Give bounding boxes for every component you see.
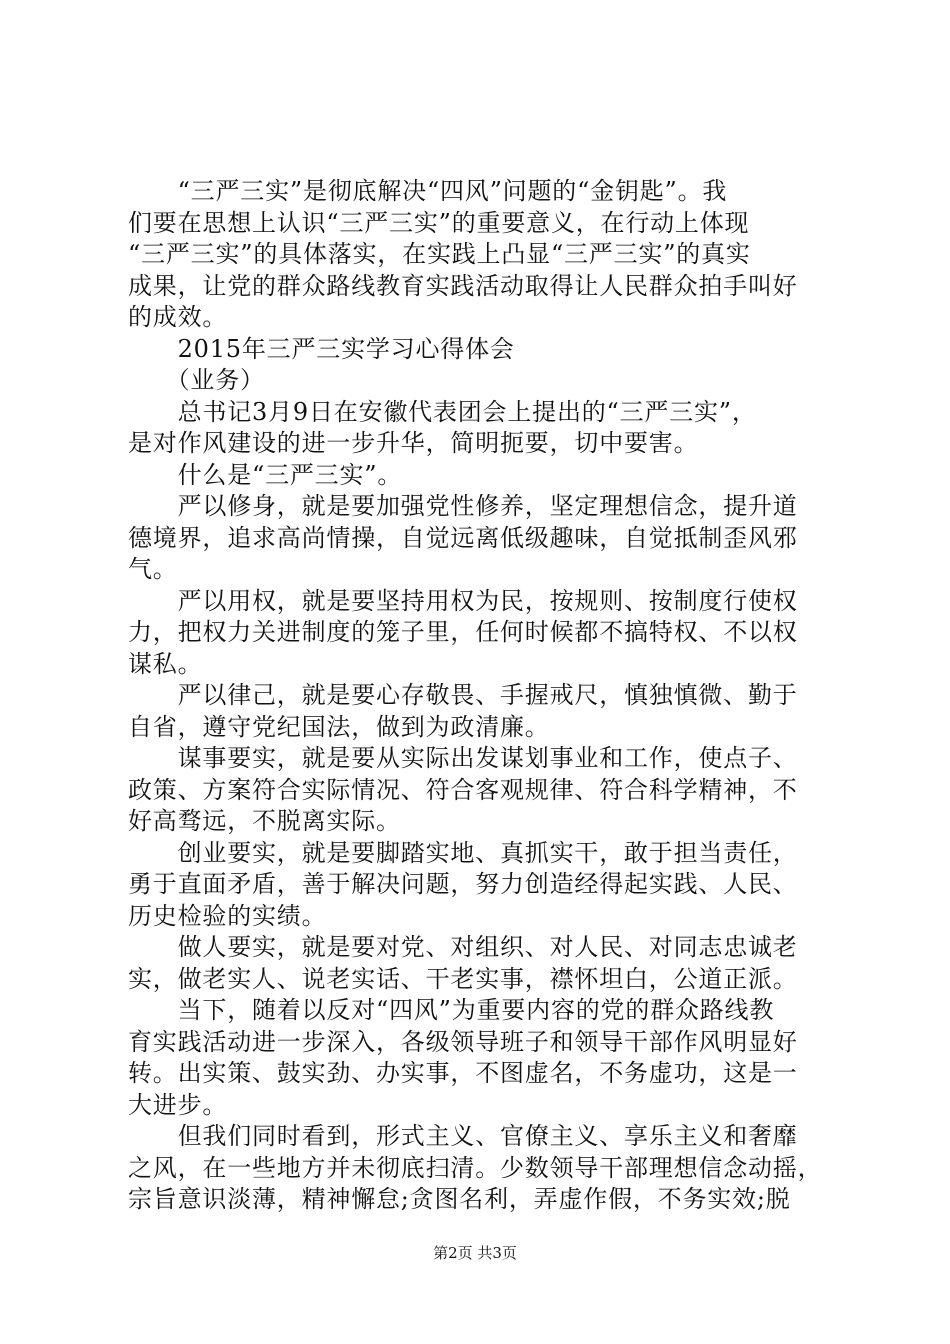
section-subtitle: （业务） [128,366,265,394]
text-line: 但我们同时看到，形式主义、官僚主义、享乐主义和奢靡 [128,1122,798,1150]
text-line: 好高骛远，不脱离实际。 [128,807,401,835]
text-line: 的成效。 [128,303,228,331]
text-line: 实，做老实人、说老实话、干老实事，襟怀坦白，公道正派。 [128,964,798,993]
text-line: 创业要实，就是要脚踏实地、真抓实干，敢于担当责任， [128,838,798,867]
text-line: 做人要实，就是要对党、对组织、对人民、对同志忠诚老 [128,933,798,961]
text-line: 严以用权，就是要坚持用权为民，按规则、按制度行使权 [128,586,798,615]
text-line: 历史检验的实绩。 [128,901,327,930]
text-line: 勇于直面矛盾，善于解决问题，努力创造经得起实践、人民、 [128,870,798,898]
text-line: 政策、方案符合实际情况、符合客观规律、符合科学精神，不 [128,775,798,804]
text-line: 严以律己，就是要心存敬畏、手握戒尺，慎独慎微、勤于 [128,681,798,709]
page-number-footer: 第2页 共3页 [433,1244,517,1262]
text-line: 宗旨意识淡薄，精神懈怠;贪图名利，弄虚作假，不务实效;脱 [128,1185,791,1213]
text-line: 大进步。 [128,1090,228,1119]
text-line: “三严三实”是彻底解决“四风”问题的“金钥匙”。我 [128,177,728,205]
text-line: 严以修身，就是要加强党性修养，坚定理想信念，提升道 [128,492,798,520]
text-line: 转。出实策、鼓实劲、办实事，不图虚名，不务虚功，这是一 [128,1059,798,1087]
text-line: 气。 [128,555,178,583]
text-line: 是对作风建设的进一步升华，简明扼要，切中要害。 [128,429,699,457]
text-line: 德境界，追求高尚情操，自觉远离低级趣味，自觉抵制歪风邪 [128,523,798,552]
text-line: 育实践活动进一步深入，各级领导班子和领导干部作风明显好 [128,1027,798,1056]
section-title: 2015年三严三实学习心得体会 [128,334,515,363]
document-body [128,176,838,1216]
text-line: 力，把权力关进制度的笼子里，任何时候都不搞特权、不以权 [128,618,798,646]
text-line: 成果，让党的群众路线教育实践活动取得让人民群众拍手叫好 [128,271,798,300]
text-line: 什么是“三严三实”。 [128,460,403,489]
text-line: 谋事要实，就是要从实际出发谋划事业和工作，使点子、 [128,744,798,772]
text-line: “三严三实”的具体落实，在实践上凸显“三严三实”的真实 [128,240,751,268]
text-line: 当下，随着以反对“四风”为重要内容的党的群众路线教 [128,996,775,1024]
text-line: 们要在思想上认识“三严三实”的重要意义，在行动上体现 [128,208,750,237]
text-line: 谋私。 [128,649,203,678]
text-line: 自省，遵守党纪国法，做到为政清廉。 [128,712,550,741]
text-line: 之风，在一些地方并未彻底扫清。少数领导干部理想信念动摇， [128,1153,823,1182]
text-line: 总书记3月9日在安徽代表团会上提出的“三严三实”， [128,397,757,426]
